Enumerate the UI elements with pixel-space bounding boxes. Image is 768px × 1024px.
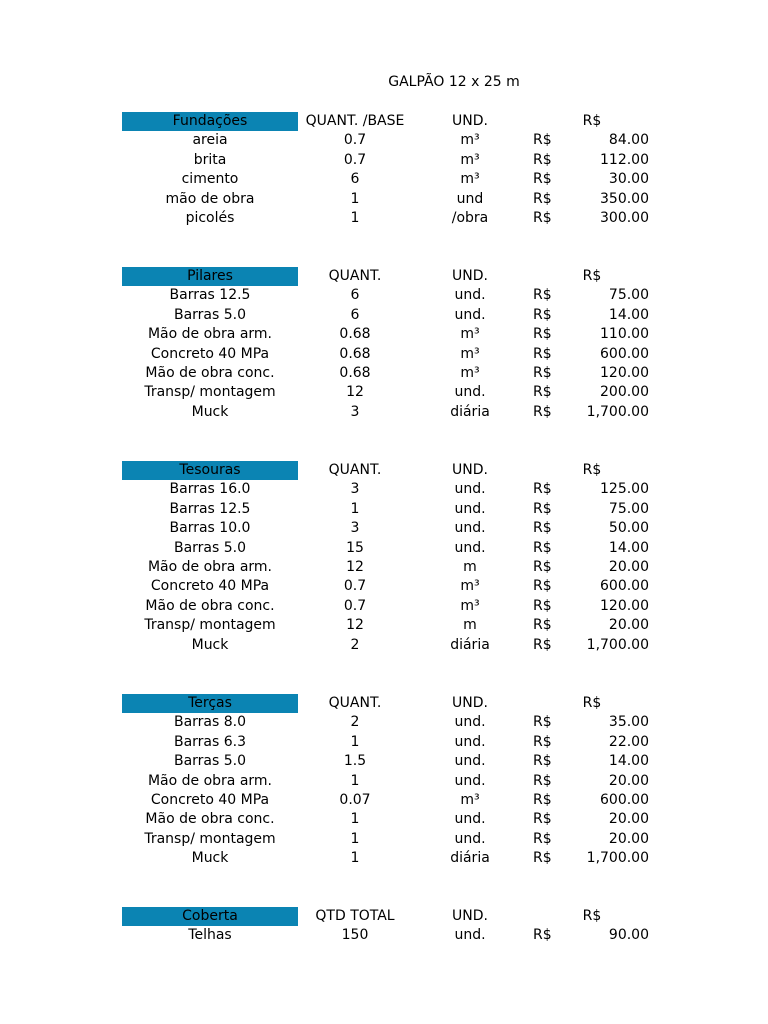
currency-cell[interactable]: R$ — [533, 500, 552, 517]
table-row — [0, 733, 768, 752]
currency-cell[interactable]: R$ — [533, 597, 552, 614]
currency-cell[interactable]: R$ — [533, 850, 552, 867]
table-row — [0, 558, 768, 577]
item-cell[interactable]: Barras 16.0 — [169, 481, 251, 498]
table-row — [0, 577, 768, 596]
unit-cell[interactable]: und. — [454, 287, 486, 304]
price-cell[interactable]: 110.00 — [600, 326, 649, 343]
currency-cell[interactable]: R$ — [533, 772, 552, 789]
section-pilares — [0, 267, 768, 422]
qty-header[interactable]: QUANT. — [328, 462, 382, 478]
item-cell[interactable]: Barras 8.0 — [173, 714, 247, 731]
price-header[interactable]: R$ — [582, 908, 602, 924]
qty-cell[interactable]: 2 — [350, 636, 360, 653]
item-cell[interactable]: Concreto 40 MPa — [150, 345, 270, 362]
unit-cell[interactable]: und. — [454, 830, 486, 847]
table-row — [0, 830, 768, 849]
qty-cell[interactable]: 1.5 — [343, 753, 367, 770]
qty-cell[interactable]: 12 — [346, 384, 364, 401]
item-cell[interactable]: Barras 12.5 — [169, 500, 251, 517]
unit-cell[interactable]: und. — [454, 927, 486, 944]
currency-cell[interactable]: R$ — [533, 753, 552, 770]
unit-cell[interactable]: diária — [450, 403, 490, 420]
qty-cell[interactable]: 1 — [350, 811, 360, 828]
price-cell[interactable]: 600.00 — [600, 578, 649, 595]
price-cell[interactable]: 600.00 — [600, 791, 649, 808]
price-header[interactable]: R$ — [582, 268, 602, 284]
currency-cell[interactable]: R$ — [533, 791, 552, 808]
currency-cell[interactable]: R$ — [533, 384, 552, 401]
currency-cell[interactable]: R$ — [533, 345, 552, 362]
currency-cell[interactable]: R$ — [533, 326, 552, 343]
unit-header[interactable]: UND. — [452, 268, 488, 284]
price-cell[interactable]: 50.00 — [608, 520, 649, 537]
price-cell[interactable]: 20.00 — [608, 830, 649, 847]
price-cell[interactable]: 600.00 — [600, 345, 649, 362]
unit-cell[interactable]: und — [456, 190, 484, 207]
table-row — [0, 616, 768, 635]
item-cell[interactable]: Transp/ montagem — [144, 830, 276, 847]
qty-cell[interactable]: 2 — [350, 714, 360, 731]
table-row — [0, 151, 768, 170]
price-cell[interactable]: 112.00 — [600, 151, 649, 168]
qty-cell[interactable]: 1 — [350, 209, 360, 226]
table-row — [0, 752, 768, 771]
currency-cell[interactable]: R$ — [533, 733, 552, 750]
item-cell[interactable]: Barras 5.0 — [173, 539, 247, 556]
item-cell[interactable]: Concreto 40 MPa — [150, 791, 270, 808]
price-cell[interactable]: 350.00 — [600, 190, 649, 207]
currency-cell[interactable]: R$ — [533, 520, 552, 537]
unit-cell[interactable]: /obra — [451, 209, 489, 226]
table-row — [0, 286, 768, 305]
qty-cell[interactable]: 0.07 — [339, 791, 371, 808]
currency-cell[interactable]: R$ — [533, 306, 552, 323]
qty-cell[interactable]: 0.68 — [339, 326, 371, 343]
qty-cell[interactable]: 12 — [346, 617, 364, 634]
unit-cell[interactable]: m³ — [460, 364, 480, 381]
table-row — [0, 519, 768, 538]
unit-cell[interactable]: diária — [450, 636, 490, 653]
price-cell[interactable]: 120.00 — [600, 364, 649, 381]
unit-cell[interactable]: m³ — [460, 597, 480, 614]
item-cell[interactable]: Muck — [191, 850, 229, 867]
table-row — [0, 810, 768, 829]
qty-cell[interactable]: 6 — [350, 287, 360, 304]
price-cell[interactable]: 1,700.00 — [586, 636, 649, 653]
unit-cell[interactable]: und. — [454, 520, 486, 537]
unit-cell[interactable]: m³ — [460, 345, 480, 362]
price-cell[interactable]: 14.00 — [608, 306, 649, 323]
qty-header[interactable]: QTD TOTAL — [315, 908, 395, 924]
unit-cell[interactable]: m³ — [460, 171, 480, 188]
unit-cell[interactable]: und. — [454, 500, 486, 517]
unit-cell[interactable]: und. — [454, 733, 486, 750]
section-name[interactable]: Terças — [122, 694, 298, 713]
section-name[interactable]: Tesouras — [122, 461, 298, 480]
table-row — [0, 170, 768, 189]
item-cell[interactable]: Mão de obra arm. — [147, 772, 273, 789]
table-row — [0, 500, 768, 519]
price-cell[interactable]: 120.00 — [600, 597, 649, 614]
currency-cell[interactable]: R$ — [533, 714, 552, 731]
qty-header[interactable]: QUANT. — [328, 695, 382, 711]
section-header-row — [0, 112, 768, 131]
sheet-title: GALPÃO 12 x 25 m — [388, 74, 520, 90]
table-row — [0, 364, 768, 383]
qty-cell[interactable]: 3 — [350, 520, 360, 537]
section-header-row — [0, 694, 768, 713]
section-name[interactable]: Pilares — [122, 267, 298, 286]
unit-cell[interactable]: und. — [454, 772, 486, 789]
unit-header[interactable]: UND. — [452, 113, 488, 129]
currency-cell[interactable]: R$ — [533, 830, 552, 847]
unit-cell[interactable]: und. — [454, 753, 486, 770]
table-row — [0, 772, 768, 791]
price-cell[interactable]: 20.00 — [608, 811, 649, 828]
section-tesouras — [0, 461, 768, 655]
item-cell[interactable]: Mão de obra conc. — [145, 811, 275, 828]
qty-cell[interactable]: 1 — [350, 830, 360, 847]
qty-cell[interactable]: 12 — [346, 558, 364, 575]
unit-cell[interactable]: m³ — [460, 791, 480, 808]
unit-cell[interactable]: m — [463, 617, 477, 634]
item-cell[interactable]: Mão de obra arm. — [147, 558, 273, 575]
section-name[interactable]: Coberta — [122, 907, 298, 926]
section-header-row — [0, 907, 768, 926]
table-row — [0, 713, 768, 732]
unit-cell[interactable]: diária — [450, 850, 490, 867]
item-cell[interactable]: Mão de obra conc. — [145, 364, 275, 381]
qty-header[interactable]: QUANT. — [328, 268, 382, 284]
section-name[interactable]: Fundações — [122, 112, 298, 131]
price-cell[interactable]: 90.00 — [608, 927, 649, 944]
item-cell[interactable]: Barras 12.5 — [169, 287, 251, 304]
currency-cell[interactable]: R$ — [533, 132, 552, 149]
price-cell[interactable]: 30.00 — [608, 171, 649, 188]
currency-cell[interactable]: R$ — [533, 481, 552, 498]
qty-cell[interactable]: 3 — [350, 481, 360, 498]
qty-cell[interactable]: 0.7 — [343, 597, 367, 614]
table-row — [0, 539, 768, 558]
item-cell[interactable]: Mão de obra arm. — [147, 326, 273, 343]
currency-cell[interactable]: R$ — [533, 617, 552, 634]
unit-cell[interactable]: m — [463, 558, 477, 575]
item-cell[interactable]: cimento — [181, 171, 239, 188]
qty-cell[interactable]: 0.68 — [339, 345, 371, 362]
price-cell[interactable]: 84.00 — [608, 132, 649, 149]
section-header-row — [0, 461, 768, 480]
price-cell[interactable]: 75.00 — [608, 287, 649, 304]
item-cell[interactable]: Barras 5.0 — [173, 753, 247, 770]
currency-cell[interactable]: R$ — [533, 287, 552, 304]
table-row — [0, 791, 768, 810]
price-header[interactable]: R$ — [582, 695, 602, 711]
unit-header[interactable]: UND. — [452, 908, 488, 924]
table-row — [0, 636, 768, 655]
price-cell[interactable]: 22.00 — [608, 733, 649, 750]
price-cell[interactable]: 1,700.00 — [586, 850, 649, 867]
item-cell[interactable]: Muck — [191, 403, 229, 420]
price-cell[interactable]: 14.00 — [608, 539, 649, 556]
currency-cell[interactable]: R$ — [533, 403, 552, 420]
currency-cell[interactable]: R$ — [533, 209, 552, 226]
price-cell[interactable]: 200.00 — [600, 384, 649, 401]
section-coberta — [0, 907, 768, 946]
qty-cell[interactable]: 1 — [350, 500, 360, 517]
unit-cell[interactable]: und. — [454, 481, 486, 498]
currency-cell[interactable]: R$ — [533, 636, 552, 653]
qty-cell[interactable]: 0.7 — [343, 132, 367, 149]
unit-cell[interactable]: m³ — [460, 326, 480, 343]
table-row — [0, 131, 768, 150]
table-row — [0, 926, 768, 945]
unit-cell[interactable]: und. — [454, 811, 486, 828]
item-cell[interactable]: Barras 10.0 — [169, 520, 251, 537]
item-cell[interactable]: Barras 5.0 — [173, 306, 247, 323]
currency-cell[interactable]: R$ — [533, 811, 552, 828]
item-cell[interactable]: Transp/ montagem — [144, 384, 276, 401]
item-cell[interactable]: Transp/ montagem — [144, 617, 276, 634]
item-cell[interactable]: mão de obra — [165, 190, 255, 207]
item-cell[interactable]: areia — [192, 132, 228, 149]
table-row — [0, 325, 768, 344]
price-cell[interactable]: 20.00 — [608, 772, 649, 789]
qty-cell[interactable]: 1 — [350, 733, 360, 750]
item-cell[interactable]: Barras 6.3 — [173, 733, 247, 750]
qty-cell[interactable]: 1 — [350, 850, 360, 867]
unit-cell[interactable]: m³ — [460, 132, 480, 149]
item-cell[interactable]: Telhas — [188, 927, 232, 944]
table-row — [0, 209, 768, 228]
currency-cell[interactable]: R$ — [533, 171, 552, 188]
currency-cell[interactable]: R$ — [533, 190, 552, 207]
price-cell[interactable]: 125.00 — [600, 481, 649, 498]
item-cell[interactable]: brita — [193, 151, 227, 168]
price-cell[interactable]: 20.00 — [608, 617, 649, 634]
unit-header[interactable]: UND. — [452, 695, 488, 711]
unit-cell[interactable]: und. — [454, 384, 486, 401]
unit-cell[interactable]: und. — [454, 539, 486, 556]
price-header[interactable]: R$ — [582, 113, 602, 129]
unit-cell[interactable]: m³ — [460, 151, 480, 168]
price-cell[interactable]: 14.00 — [608, 753, 649, 770]
price-cell[interactable]: 1,700.00 — [586, 403, 649, 420]
item-cell[interactable]: Concreto 40 MPa — [150, 578, 270, 595]
qty-cell[interactable]: 1 — [350, 772, 360, 789]
table-row — [0, 480, 768, 499]
currency-cell[interactable]: R$ — [533, 558, 552, 575]
table-row — [0, 383, 768, 402]
table-row — [0, 306, 768, 325]
unit-cell[interactable]: und. — [454, 306, 486, 323]
table-row — [0, 597, 768, 616]
qty-cell[interactable]: 1 — [350, 190, 360, 207]
currency-cell[interactable]: R$ — [533, 539, 552, 556]
unit-cell[interactable]: und. — [454, 714, 486, 731]
qty-cell[interactable]: 6 — [350, 171, 360, 188]
currency-cell[interactable]: R$ — [533, 151, 552, 168]
table-row — [0, 190, 768, 209]
qty-cell[interactable]: 3 — [350, 403, 360, 420]
qty-cell[interactable]: 6 — [350, 306, 360, 323]
qty-header[interactable]: QUANT. /BASE — [305, 113, 405, 129]
qty-cell[interactable]: 15 — [346, 539, 364, 556]
unit-cell[interactable]: m³ — [460, 578, 480, 595]
qty-cell[interactable]: 0.7 — [343, 151, 367, 168]
qty-cell[interactable]: 150 — [341, 927, 369, 944]
price-cell[interactable]: 75.00 — [608, 500, 649, 517]
item-cell[interactable]: picolés — [185, 209, 235, 226]
price-cell[interactable]: 35.00 — [608, 714, 649, 731]
section-header-row — [0, 267, 768, 286]
unit-header[interactable]: UND. — [452, 462, 488, 478]
qty-cell[interactable]: 0.7 — [343, 578, 367, 595]
price-cell[interactable]: 300.00 — [600, 209, 649, 226]
table-row — [0, 345, 768, 364]
item-cell[interactable]: Muck — [191, 636, 229, 653]
item-cell[interactable]: Mão de obra conc. — [145, 597, 275, 614]
currency-cell[interactable]: R$ — [533, 364, 552, 381]
currency-cell[interactable]: R$ — [533, 578, 552, 595]
currency-cell[interactable]: R$ — [533, 927, 552, 944]
section-tercas — [0, 694, 768, 869]
qty-cell[interactable]: 0.68 — [339, 364, 371, 381]
table-row — [0, 403, 768, 422]
price-header[interactable]: R$ — [582, 462, 602, 478]
section-fundacoes — [0, 112, 768, 228]
price-cell[interactable]: 20.00 — [608, 558, 649, 575]
table-row — [0, 849, 768, 868]
